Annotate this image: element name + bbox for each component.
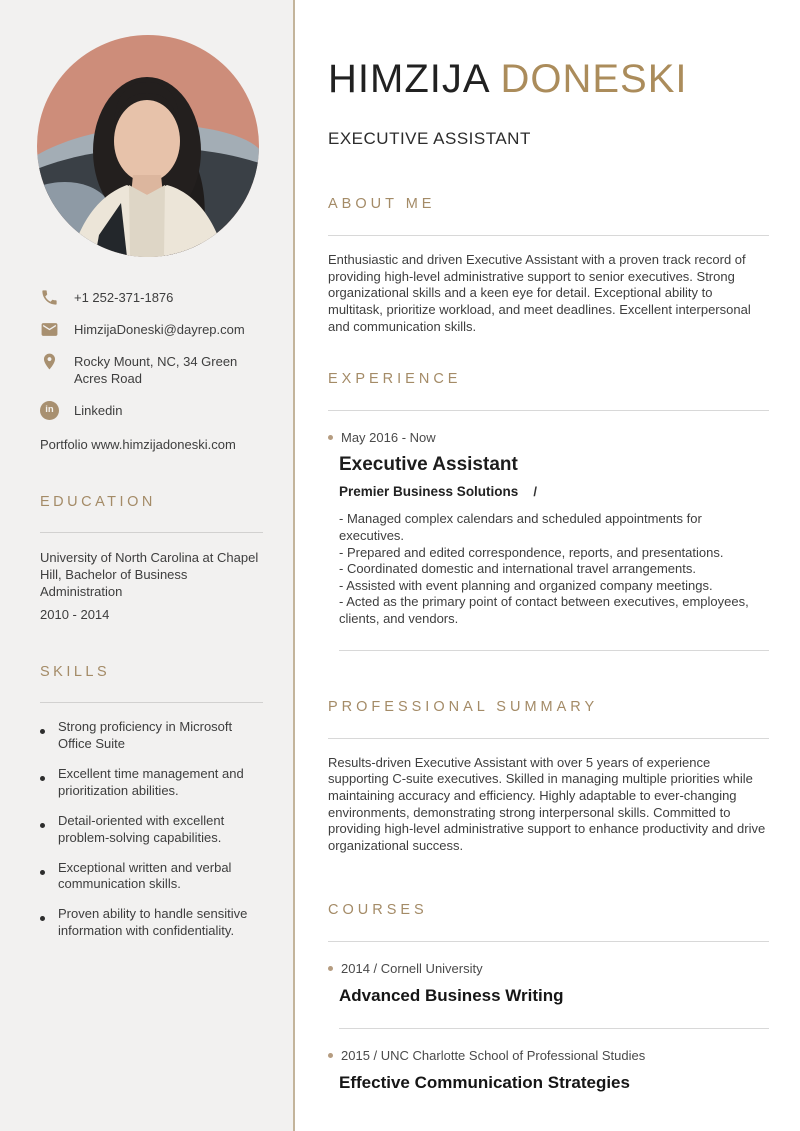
course-name: Effective Communication Strategies bbox=[339, 1073, 630, 1093]
item-divider bbox=[339, 1028, 769, 1029]
course-name: Advanced Business Writing bbox=[339, 986, 564, 1006]
first-name: HIMZIJA bbox=[328, 57, 489, 101]
portfolio-link[interactable]: Portfolio www.himzijadoneski.com bbox=[40, 436, 236, 452]
bullet-dot bbox=[40, 916, 45, 921]
sidebar bbox=[0, 0, 295, 1131]
section-divider bbox=[328, 738, 769, 739]
experience-bullet: - Acted as the primary point of contact between executives, employees, clients, and vendors. bbox=[339, 594, 749, 627]
bullet-dot bbox=[328, 435, 333, 440]
about-text: Enthusiastic and driven Executive Assistant with a proven track record of providing high-level administrative support to senior executives. Strong organizational skills and a keen eye for detail. Exceptional ability to multitask, prioritize workload, and meet deadlines. Excellent interpersonal and communication skills. bbox=[328, 252, 751, 334]
phone-number[interactable]: +1 252-371-1876 bbox=[74, 290, 174, 305]
experience-bullets bbox=[339, 511, 769, 627]
section-divider bbox=[328, 410, 769, 411]
location-text: Rocky Mount, NC, 34 Green Acres Road bbox=[74, 354, 238, 386]
experience-item bbox=[328, 430, 769, 650]
skill-item bbox=[40, 766, 263, 800]
course-item bbox=[328, 961, 769, 1029]
bullet-dot bbox=[328, 966, 333, 971]
contact-phone bbox=[40, 288, 263, 307]
contact-linkedin bbox=[40, 401, 263, 420]
experience-bullet: - Assisted with event planning and organized company meetings. bbox=[339, 577, 713, 593]
skill-item bbox=[40, 813, 263, 847]
page-title bbox=[328, 58, 769, 101]
course-meta-row bbox=[328, 1048, 769, 1063]
company-separator: / bbox=[533, 484, 537, 500]
experience-date: May 2016 - Now bbox=[341, 430, 436, 446]
education-years: 2010 - 2014 bbox=[40, 607, 110, 623]
bullet-dot bbox=[328, 1053, 333, 1058]
skill-item bbox=[40, 719, 263, 753]
main-content bbox=[297, 0, 800, 1131]
experience-date-row bbox=[328, 430, 769, 445]
course-meta: 2014 / Cornell University bbox=[341, 961, 483, 977]
course-item bbox=[328, 1048, 769, 1093]
bullet-dot bbox=[40, 823, 45, 828]
skills-section-title: SKILLS bbox=[40, 664, 111, 681]
experience-role: Executive Assistant bbox=[339, 454, 518, 476]
location-pin-icon bbox=[40, 352, 59, 371]
phone-icon bbox=[40, 288, 59, 307]
bullet-dot bbox=[40, 729, 45, 734]
experience-company-row bbox=[339, 484, 769, 499]
experience-company: Premier Business Solutions bbox=[339, 484, 519, 500]
experience-bullet: - Coordinated domestic and international travel arrangements. bbox=[339, 561, 696, 577]
experience-section-title: EXPERIENCE bbox=[328, 371, 462, 388]
about-section-title: ABOUT ME bbox=[328, 196, 436, 213]
contact-email bbox=[40, 320, 263, 339]
experience-bullet: - Managed complex calendars and scheduled appointments for executives. bbox=[339, 511, 702, 543]
courses-section-title: COURSES bbox=[328, 902, 428, 919]
course-meta-row bbox=[328, 961, 769, 976]
skill-item bbox=[40, 906, 263, 940]
course-meta: 2015 / UNC Charlotte School of Professional Studies bbox=[341, 1048, 646, 1064]
section-divider bbox=[328, 235, 769, 236]
summary-section-title: PROFESSIONAL SUMMARY bbox=[328, 698, 599, 715]
skill-text: Detail-oriented with excellent problem-solving capabilities. bbox=[58, 812, 225, 845]
item-divider bbox=[339, 650, 769, 651]
profile-photo bbox=[37, 35, 259, 257]
bullet-dot bbox=[40, 776, 45, 781]
skills-list bbox=[40, 719, 263, 940]
skill-text: Strong proficiency in Microsoft Office Suite bbox=[58, 719, 233, 752]
section-divider bbox=[40, 702, 263, 703]
linkedin-link[interactable]: Linkedin bbox=[74, 402, 123, 418]
skill-text: Excellent time management and prioritization abilities. bbox=[58, 766, 244, 798]
section-divider bbox=[40, 532, 263, 533]
contact-location bbox=[40, 352, 263, 388]
summary-text: Results-driven Executive Assistant with over 5 years of experience supporting C-suite executives. Skilled in managing multiple priorities while maintaining accuracy and efficiency. Highly adaptable to ever-changing environments, demonstrating strong interpersonal skills. Committed to providing high-level administrative support to enhance productivity and drive organizational success. bbox=[328, 754, 766, 853]
experience-bullet: - Prepared and edited correspondence, reports, and presentations. bbox=[339, 544, 724, 560]
contact-section bbox=[40, 288, 263, 420]
education-section-title: EDUCATION bbox=[40, 493, 156, 510]
mail-icon bbox=[40, 320, 59, 339]
last-name: DONESKI bbox=[500, 57, 688, 101]
section-divider bbox=[328, 941, 769, 942]
portrait-illustration bbox=[37, 35, 259, 257]
job-title: EXECUTIVE ASSISTANT bbox=[328, 129, 531, 149]
skill-text: Exceptional written and verbal communication skills. bbox=[58, 859, 232, 892]
education-school: University of North Carolina at Chapel Hill, Bachelor of Business Administration bbox=[40, 549, 259, 600]
email-address[interactable]: HimzijaDoneski@dayrep.com bbox=[74, 322, 245, 337]
skill-text: Proven ability to handle sensitive information with confidentiality. bbox=[58, 906, 248, 939]
skill-item bbox=[40, 860, 263, 894]
bullet-dot bbox=[40, 870, 45, 875]
linkedin-icon: in bbox=[40, 401, 59, 420]
